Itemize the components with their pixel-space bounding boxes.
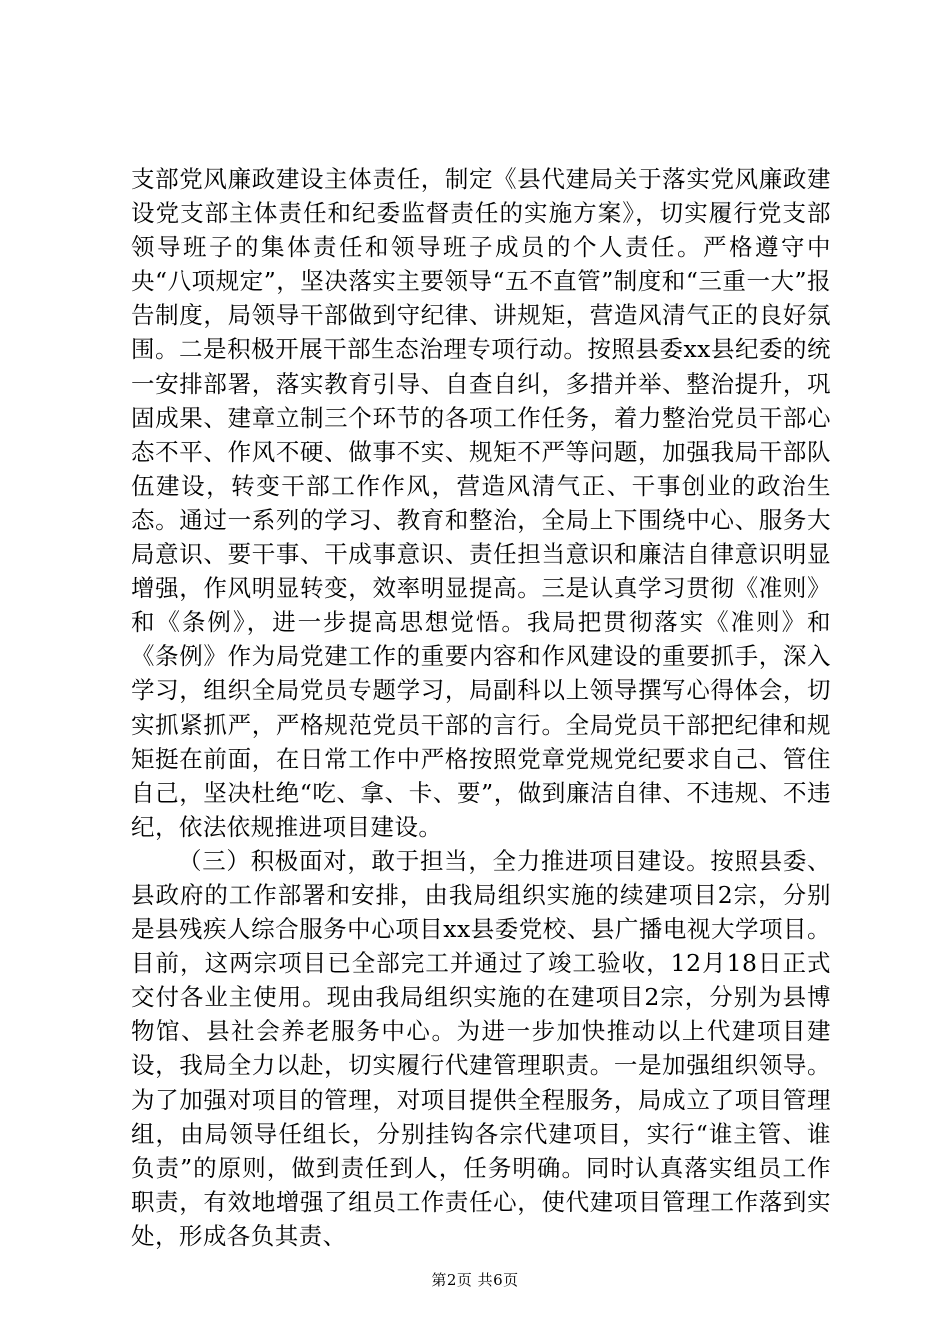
body-paragraph-2: （三）积极面对，敢于担当，全力推进项目建设。按照县委、县政府的工作部署和安排，由我局组织实施的续建项目2宗，分别是县残疾人综合服务中心项目xx县委党校、县广播电视大学项目。目前，这两宗项目已全部完工并通过了竣工验收，12月18日正式交付各业主使用。现由我局组织实施的在建项目2宗，分别为县博物馆、县社会养老服务中心。为进一步加快推动以上代建项目建设，我局全力以赴，切实履行代建管理职责。一是加强组织领导。为了加强对项目的管理，对项目提供全程服务，局成立了项目管理组，由局领导任组长，分别挂钩各宗代建项目，实行“谁主管、谁负责”的原则，做到责任到人，任务明确。同时认真落实组员工作职责，有效地增强了组员工作责任心，使代建项目管理工作落到实处，形成各负其责、 xyxy=(131,846,831,1250)
page-number: 第2页 xyxy=(431,1271,473,1289)
page-total: 共6页 xyxy=(477,1271,519,1289)
body-paragraph-1: 支部党风廉政建设主体责任，制定《县代建局关于落实党风廉政建设党支部主体责任和纪委监督责任的实施方案》，切实履行党支部领导班子的集体责任和领导班子成员的个人责任。严格遵守中央“八项规定”，坚决落实主要领导“五不直管”制度和“三重一大”报告制度，局领导干部做到守纪律、讲规矩，营造风清气正的良好氛围。二是积极开展干部生态治理专项行动。按照县委xx县纪委的统一安排部署，落实教育引导、自查自纠，多措并举、整治提升，巩固成果、建章立制三个环节的各项工作任务，着力整治党员干部心态不平、作风不硬、做事不实、规矩不严等问题，加强我局干部队伍建设，转变干部工作作风，营造风清气正、干事创业的政治生态。通过一系列的学习、教育和整治，全局上下围绕中心、服务大局意识、要干事、干成事意识、责任担当意识和廉洁自律意识明显增强，作风明显转变，效率明显提高。三是认真学习贯彻《准则》和《条例》，进一步提高思想觉悟。我局把贯彻落实《准则》和《条例》作为局党建工作的重要内容和作风建设的重要抓手，深入学习，组织全局党员专题学习，局副科以上领导撰写心得体会，切实抓紧抓严，严格规范党员干部的言行。全局党员干部把纪律和规矩挺在前面，在日常工作中严格按照党章党规党纪要求自己、管住自己，坚决杜绝“吃、拿、卡、要”，做到廉洁自律、不违规、不违纪，依法依规推进项目建设。 xyxy=(131,165,831,841)
page-footer xyxy=(0,1270,950,1290)
document-body xyxy=(131,162,831,1253)
